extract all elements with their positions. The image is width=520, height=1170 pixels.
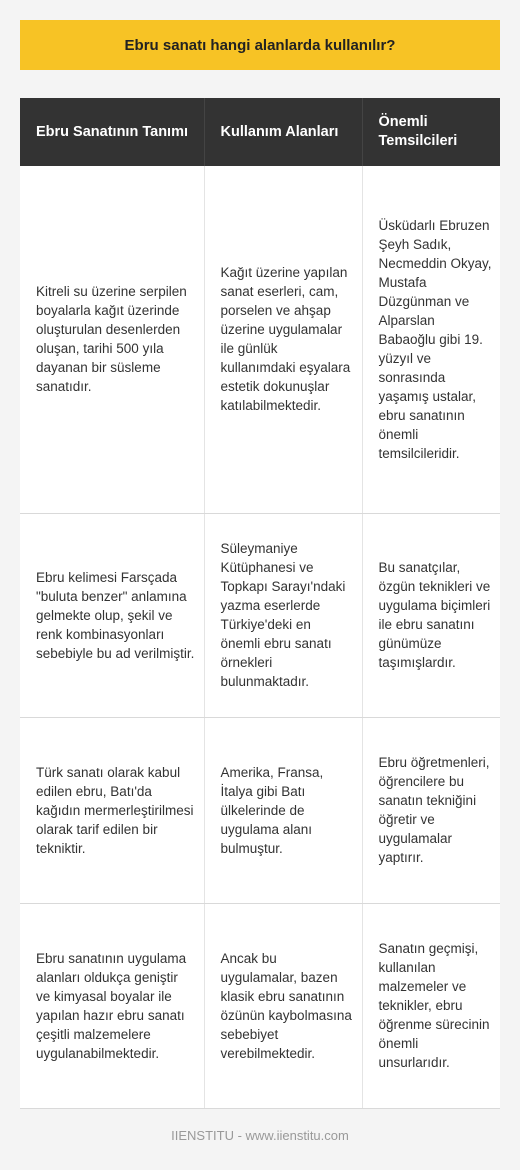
table-cell: Türk sanatı olarak kabul edilen ebru, Batı'da kağıdın mermerleştirilmesi olarak tarif edilen bir tekniktir. [20,717,204,903]
table-cell: Sanatın geçmişi, kullanılan malzemeler ve teknikler, ebru öğrenme sürecinin önemli unsurlarıdır. [362,903,500,1108]
table-cell: Ebru kelimesi Farsçada "buluta benzer" anlamına gelmekte olup, şekil ve renk kombinasyonları sebebiyle bu ad verilmiştir. [20,513,204,717]
table-cell: Üsküdarlı Ebruzen Şeyh Sadık, Necmeddin Okyay, Mustafa Düzgünman ve Alparslan Babaoğlu gibi 19. yüzyıl ve sonrasında yaşamış ustalar, ebru sanatının önemli temsilcileridir. [362,166,500,513]
table-row [20,717,500,903]
title-banner [20,20,500,70]
table-header-row [20,98,500,166]
table-cell: Ebru sanatının uygulama alanları oldukça geniştir ve kimyasal boyalar ile yapılan hazır ebru sanatı çeşitli malzemelere uygulanabilmektedir. [20,903,204,1108]
table-cell: Kitreli su üzerine serpilen boyalarla kağıt üzerinde oluşturulan desenlerden oluşan, tarihi 500 yıla dayanan bir süsleme sanatıdır. [20,166,204,513]
footer-credit: IIENSTITU - www.iienstitu.com [171,1128,349,1143]
table-cell: Kağıt üzerine yapılan sanat eserleri, cam, porselen ve ahşap üzerine uygulamalar ile günlük kullanımdaki eşyalara estetik dokunuşlar katılabilmektedir. [204,166,362,513]
info-table [20,98,500,1109]
table-row [20,513,500,717]
table-cell: Bu sanatçılar, özgün teknikleri ve uygulama biçimleri ile ebru sanatını günümüze taşımışlardır. [362,513,500,717]
table-cell: Süleymaniye Kütüphanesi ve Topkapı Sarayı'ndaki yazma eserlerde Türkiye'deki en önemli ebru sanatı örnekleri bulunmaktadır. [204,513,362,717]
table-cell: Amerika, Fransa, İtalya gibi Batı ülkelerinde de uygulama alanı bulmuştur. [204,717,362,903]
column-header: Kullanım Alanları [204,98,362,166]
table-cell: Ancak bu uygulamalar, bazen klasik ebru sanatının özünün kaybolmasına sebebiyet verebilmektedir. [204,903,362,1108]
table-row [20,166,500,513]
table-cell: Ebru öğretmenleri, öğrencilere bu sanatın tekniğini öğretir ve uygulamalar yaptırır. [362,717,500,903]
page-title: Ebru sanatı hangi alanlarda kullanılır? [124,36,396,54]
column-header: Ebru Sanatının Tanımı [20,98,204,166]
table-row [20,903,500,1108]
column-header: Önemli Temsilcileri [362,98,500,166]
